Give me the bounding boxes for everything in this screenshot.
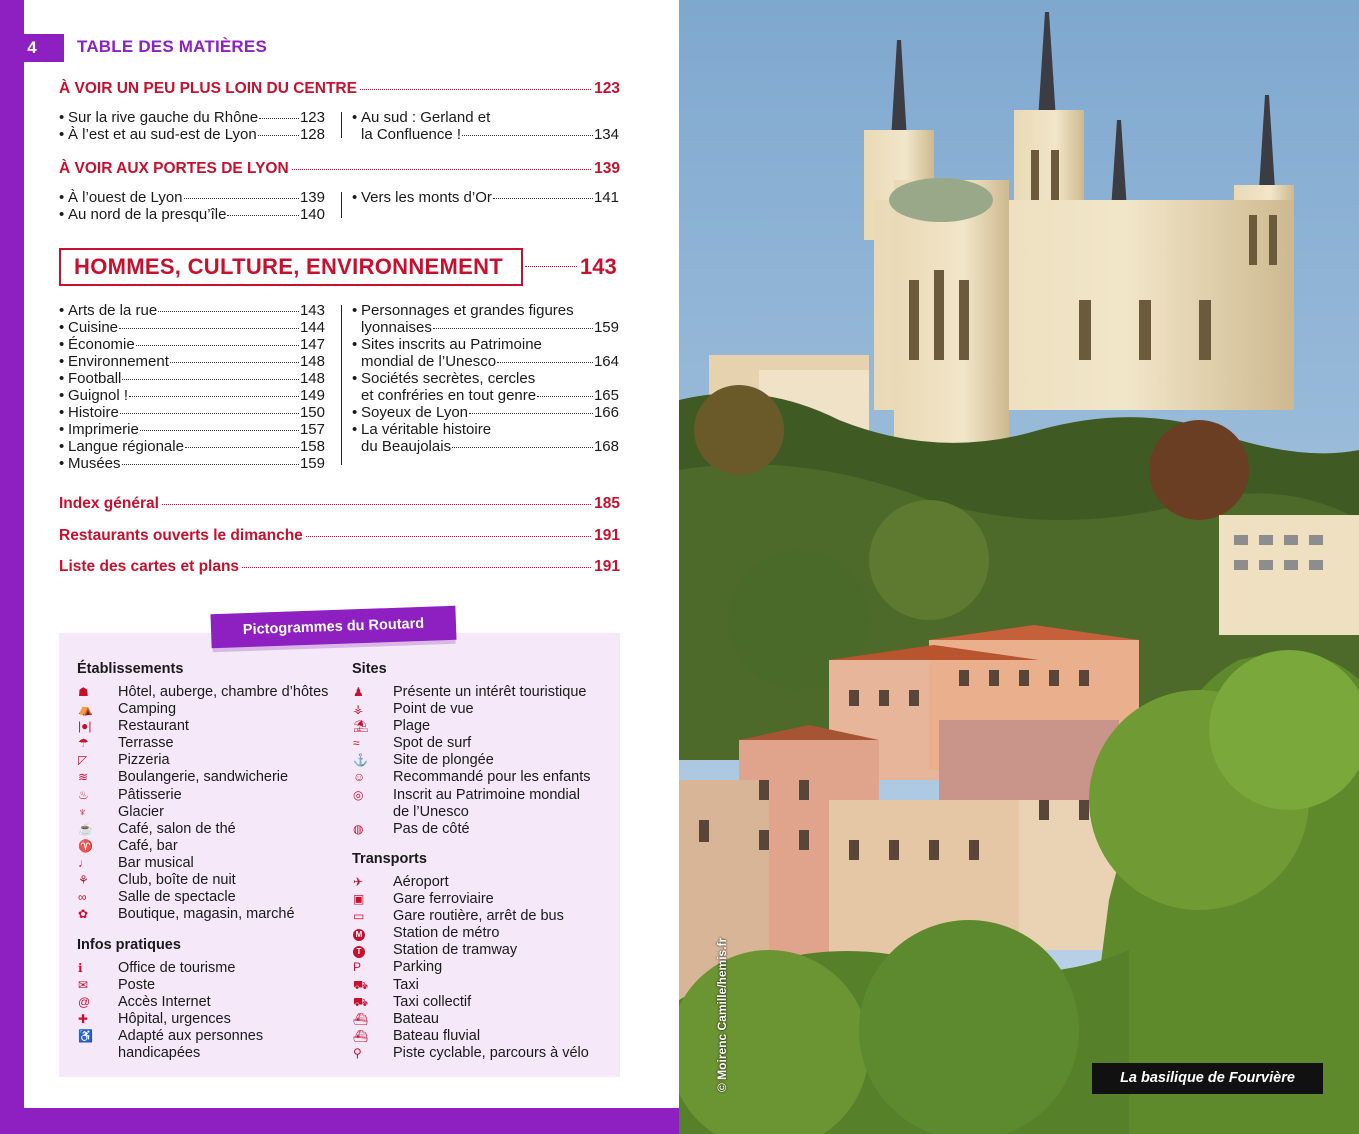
- column-divider: [341, 192, 342, 218]
- bullet: •: [59, 336, 65, 353]
- camping-icon: ⛺: [78, 702, 93, 717]
- legend-label: Spot de surf: [393, 735, 472, 752]
- music-note-icon: ♩: [78, 855, 90, 870]
- leader-dots: [497, 362, 593, 363]
- diving-icon: ⚓: [353, 753, 368, 768]
- legend-label: Hôtel, auberge, chambre d’hôtes: [118, 684, 329, 700]
- legend-item: [352, 821, 612, 838]
- legend-item: [352, 769, 612, 786]
- entry-page: 168: [593, 438, 619, 455]
- entry-page: 147: [299, 336, 325, 353]
- legend-item: [352, 701, 612, 718]
- legend-item: [352, 942, 612, 959]
- entry-page: 166: [593, 404, 619, 421]
- toc-entry[interactable]: [59, 319, 325, 336]
- legend-item: [352, 959, 612, 976]
- pizza-icon: ◸: [78, 753, 88, 768]
- entry-page: 143: [299, 302, 325, 319]
- entry-page: 150: [299, 404, 325, 421]
- beach-icon: ⛱: [353, 719, 369, 734]
- toc-entry[interactable]: [59, 438, 325, 455]
- legend-heading-transports: Transports: [352, 851, 427, 867]
- legend-item: [352, 977, 612, 994]
- entry-label: Économie: [68, 336, 135, 353]
- entry-label: du Beaujolais: [361, 438, 452, 455]
- legend-item: [77, 752, 347, 769]
- legend-label: Salle de spectacle: [118, 889, 236, 906]
- entry-page: 148: [299, 370, 325, 387]
- legend-label: Pizzeria: [118, 752, 170, 769]
- leader-dots: [462, 135, 593, 136]
- legend-item: [77, 906, 347, 923]
- toc-column-right: [352, 109, 619, 143]
- legend-item: [352, 1028, 612, 1045]
- bus-icon: ▭: [353, 909, 365, 924]
- legend-item: [77, 684, 347, 701]
- photo-basilique-fourviere: [679, 0, 1359, 1134]
- entry-page: 149: [299, 387, 325, 404]
- legend-label: Plage: [393, 718, 431, 735]
- bicycle-icon: ⚲: [353, 1045, 362, 1060]
- legend-label: Glacier: [118, 803, 164, 820]
- entry-label: À l’ouest de Lyon: [68, 189, 183, 206]
- legend-item: [77, 735, 347, 752]
- leader-dots: [227, 215, 299, 216]
- bullet: •: [352, 302, 358, 319]
- airplane-icon: ✈: [353, 875, 364, 889]
- column-divider: [341, 305, 342, 465]
- entry-page: 159: [593, 319, 619, 336]
- entry-page: 159: [299, 455, 325, 472]
- bullet: •: [59, 404, 65, 421]
- toc-entry: [352, 336, 619, 353]
- legend-label: Pas de côté: [393, 820, 470, 837]
- section-page: 191: [594, 527, 620, 544]
- bullet: •: [59, 438, 65, 455]
- legend-item: [352, 1011, 612, 1028]
- legend-list-transports: [352, 874, 612, 1062]
- legend-heading-sites: Sites: [352, 661, 387, 677]
- leader-dots: [259, 118, 299, 119]
- toc-column-right: [352, 302, 619, 455]
- toc-column-right: [352, 189, 619, 206]
- leader-dots: [140, 430, 299, 431]
- legend-item: [352, 787, 612, 804]
- toc-column-left: [59, 302, 325, 472]
- legend-label: Parking: [393, 959, 443, 976]
- entry-label: et confréries en tout genre: [361, 387, 537, 404]
- legend-label: Point de vue: [393, 701, 474, 718]
- legend-label: Boulangerie, sandwicherie: [118, 769, 289, 786]
- toc-entry[interactable]: [352, 438, 619, 455]
- legend-label: Restaurant: [118, 718, 189, 735]
- leader-dots: [360, 89, 591, 90]
- tourist-icon: ♟: [353, 685, 364, 699]
- leader-dots: [122, 379, 299, 380]
- leader-dots: [184, 198, 299, 199]
- legend-item: [77, 1011, 347, 1028]
- toc-section-restaurants-dimanche[interactable]: [59, 527, 620, 545]
- legend-item: [77, 977, 347, 994]
- section-page: 123: [594, 80, 620, 97]
- legend-item: [77, 889, 347, 906]
- leader-dots: [162, 504, 591, 505]
- purple-bottom-bar: [0, 1108, 679, 1134]
- legend-label: Inscrit au Patrimoine mondial: [393, 786, 580, 803]
- bullet: •: [352, 421, 358, 438]
- entry-page: 148: [299, 353, 325, 370]
- shared-taxi-icon: ⛟: [353, 994, 369, 1009]
- leader-dots: [258, 135, 299, 136]
- legend-label: Hôpital, urgences: [118, 1011, 231, 1028]
- entry-label: À l’est et au sud-est de Lyon: [68, 126, 257, 143]
- river-boat-icon: ⛴: [353, 1028, 369, 1043]
- toc-entry[interactable]: [59, 370, 325, 387]
- entry-label: Sociétés secrètes, cercles: [361, 370, 536, 387]
- bullet: •: [59, 455, 65, 472]
- legend-label: Gare routière, arrêt de bus: [393, 908, 564, 925]
- toc-entry[interactable]: [352, 387, 619, 404]
- children-icon: ☺: [353, 770, 366, 785]
- leader-dots: [122, 464, 299, 465]
- entry-label: Soyeux de Lyon: [361, 404, 469, 421]
- toc-section-loin-du-centre[interactable]: [59, 80, 620, 98]
- entry-page: 157: [299, 421, 325, 438]
- toc-entry[interactable]: [59, 421, 325, 438]
- leader-dots: [170, 362, 299, 363]
- viewpoint-icon: ⚶: [353, 702, 364, 717]
- restaurant-icon: |●|: [78, 719, 92, 734]
- column-divider: [341, 112, 342, 138]
- legend-label: Pâtisserie: [118, 786, 182, 803]
- wine-glass-icon: ♈: [78, 838, 93, 853]
- toc-entry[interactable]: [352, 189, 619, 206]
- entry-label: Cuisine: [68, 319, 119, 336]
- entry-label: lyonnaises: [361, 319, 432, 336]
- leader-dots: [242, 567, 591, 568]
- entry-page: 141: [593, 189, 619, 206]
- leader-dots: [537, 396, 593, 397]
- unesco-icon: ◎: [353, 787, 364, 802]
- toc-entry[interactable]: [59, 336, 325, 353]
- section-page: 139: [594, 160, 620, 177]
- toc-entry[interactable]: [59, 353, 325, 370]
- legend-item: [77, 718, 347, 735]
- hospital-icon: ✚: [78, 1012, 89, 1027]
- entry-label: mondial de l’Unesco: [361, 353, 497, 370]
- legend-label: Bateau: [393, 1010, 439, 1027]
- legend-item: [77, 855, 347, 872]
- bullet: •: [59, 421, 65, 438]
- entry-label: Au sud : Gerland et: [361, 109, 491, 126]
- legend-label: Camping: [118, 701, 177, 718]
- leader-dots: [306, 536, 591, 537]
- toc-section-portes-de-lyon[interactable]: [59, 160, 620, 178]
- legend-item: [352, 874, 612, 891]
- boat-icon: ⛴: [353, 1011, 369, 1026]
- leader-dots: [452, 447, 593, 448]
- section-title: Index général: [59, 495, 159, 512]
- legend-item: [77, 1045, 347, 1062]
- toc-column-left: [59, 189, 325, 223]
- legend-label: Club, boîte de nuit: [118, 872, 236, 889]
- off-path-icon: ◍: [353, 821, 364, 836]
- legend-list-infos: [77, 960, 347, 1063]
- leader-dots: [185, 447, 299, 448]
- legend-label: Office de tourisme: [118, 960, 236, 976]
- pastry-icon: ♨: [78, 787, 89, 802]
- toc-entry: [352, 109, 619, 126]
- entry-label: Environnement: [68, 353, 169, 370]
- entry-label: Sites inscrits au Patrimoine: [361, 336, 542, 353]
- entry-label: Arts de la rue: [68, 302, 158, 319]
- toc-entry[interactable]: [59, 302, 325, 319]
- info-icon: ℹ: [78, 961, 83, 975]
- entry-label: Langue régionale: [68, 438, 184, 455]
- legend-tab: Pictogrammes du Routard: [210, 606, 456, 649]
- entry-page: 140: [299, 206, 325, 223]
- legend-label: Station de tramway: [393, 942, 518, 959]
- legend-label: Boutique, magasin, marché: [118, 906, 295, 923]
- toc-entry[interactable]: [59, 387, 325, 404]
- entry-label: Vers les monts d’Or: [361, 189, 492, 206]
- legend-heading-infos: Infos pratiques: [77, 937, 181, 953]
- tram-icon: T: [352, 942, 393, 959]
- wheelchair-icon: ♿: [78, 1029, 93, 1044]
- purple-margin-bar: [0, 0, 24, 1134]
- entry-page: 144: [299, 319, 325, 336]
- photo-caption: La basilique de Fourvière: [1092, 1063, 1323, 1094]
- entry-label: Imprimerie: [68, 421, 139, 438]
- legend-item: [77, 1028, 347, 1045]
- mail-icon: ✉: [78, 978, 89, 993]
- bullet: •: [59, 353, 65, 370]
- bullet: •: [59, 302, 65, 319]
- legend-label: Taxi collectif: [393, 993, 472, 1010]
- toc-section-hommes-culture[interactable]: HOMMES, CULTURE, ENVIRONNEMENT: [59, 248, 523, 286]
- leader-dots: [119, 328, 299, 329]
- legend-item: [77, 821, 347, 838]
- legend-item: [77, 960, 347, 977]
- legend-item: [77, 787, 347, 804]
- train-icon: ▣: [353, 892, 365, 907]
- entry-page: 165: [593, 387, 619, 404]
- leader-dots: [136, 345, 299, 346]
- bullet: •: [59, 189, 65, 206]
- leader-dots: [525, 266, 577, 267]
- coffee-icon: ☕: [78, 821, 93, 836]
- taxi-icon: ⛟: [353, 977, 369, 992]
- leader-dots: [493, 198, 593, 199]
- bullet: •: [352, 370, 358, 387]
- leader-dots: [292, 169, 591, 170]
- legend-item: [77, 872, 347, 889]
- legend-label: Aéroport: [393, 874, 449, 890]
- leader-dots: [433, 328, 593, 329]
- bullet: •: [59, 370, 65, 387]
- bullet: •: [59, 387, 65, 404]
- entry-label: Au nord de la presqu’île: [68, 206, 227, 223]
- bullet: •: [59, 109, 65, 126]
- surf-icon: ≈: [353, 736, 360, 751]
- dancer-icon: ⚘: [78, 873, 89, 888]
- toc-entry[interactable]: [59, 404, 325, 421]
- metro-icon: M: [352, 925, 393, 942]
- toc-entry: [352, 421, 619, 438]
- legend-item: [352, 752, 612, 769]
- section-page: 191: [594, 558, 620, 575]
- section-page: 185: [594, 495, 620, 512]
- legend-label: Terrasse: [118, 735, 174, 752]
- bakery-icon: ≋: [78, 770, 89, 785]
- legend-label: Bar musical: [118, 854, 194, 871]
- leader-dots: [120, 413, 299, 414]
- legend-item: [77, 701, 347, 718]
- legend-item: [352, 684, 612, 701]
- entry-page: 164: [593, 353, 619, 370]
- legend-label: Site de plongée: [393, 752, 494, 769]
- legend-item: [352, 908, 612, 925]
- legend-label: Gare ferroviaire: [393, 891, 494, 908]
- hotel-icon: ☗: [78, 685, 89, 699]
- toc-entry[interactable]: [352, 126, 619, 143]
- page-number: 4: [0, 34, 64, 62]
- bullet: •: [352, 189, 358, 206]
- leader-dots: [469, 413, 593, 414]
- terrace-icon: ☂: [78, 736, 89, 751]
- leader-dots: [158, 311, 299, 312]
- legend-item: [352, 735, 612, 752]
- section-title: Liste des cartes et plans: [59, 558, 240, 575]
- legend-label: Café, bar: [118, 837, 178, 854]
- legend-label: Poste: [118, 977, 156, 994]
- legend-item: [352, 718, 612, 735]
- entry-label: Musées: [68, 455, 121, 472]
- bullet: •: [59, 206, 65, 223]
- legend-item: [352, 891, 612, 908]
- legend-item: [77, 838, 347, 855]
- bullet: •: [352, 404, 358, 421]
- toc-section-cartes-plans[interactable]: [59, 558, 620, 576]
- legend-label: Piste cyclable, parcours à vélo: [393, 1044, 589, 1061]
- entry-label: Histoire: [68, 404, 119, 421]
- entry-page: 134: [593, 126, 619, 143]
- bullet: •: [59, 126, 65, 143]
- bullet: •: [352, 109, 358, 126]
- theater-icon: ∞: [78, 890, 87, 905]
- legend-item: [352, 1045, 612, 1062]
- section-title: À VOIR AUX PORTES DE LYON: [59, 160, 289, 177]
- legend-label: Café, salon de thé: [118, 820, 236, 837]
- legend-item: [352, 804, 612, 821]
- legend-label: Recommandé pour les enfants: [393, 769, 591, 786]
- legend-label: Accès Internet: [118, 994, 211, 1011]
- legend-heading-etablissements: Établissements: [77, 661, 184, 677]
- toc-entry[interactable]: [59, 126, 325, 143]
- parking-icon: P: [353, 960, 362, 975]
- section-title: À VOIR UN PEU PLUS LOIN DU CENTRE: [59, 80, 357, 97]
- toc-entry[interactable]: [352, 404, 619, 421]
- legend-label: Bateau fluvial: [393, 1027, 481, 1044]
- entry-label: La véritable histoire: [361, 421, 492, 438]
- toc-entry[interactable]: [59, 206, 325, 223]
- legend-label: handicapées: [118, 1045, 201, 1062]
- entry-label: Sur la rive gauche du Rhône: [68, 109, 259, 126]
- photo-credit: © Moirenc Camille/hemis.fr: [715, 937, 729, 1092]
- toc-entry[interactable]: [59, 189, 325, 206]
- toc-entry[interactable]: [59, 109, 325, 126]
- entry-page: 139: [299, 189, 325, 206]
- toc-entry[interactable]: [352, 319, 619, 336]
- legend-list-etablissements: [77, 684, 347, 923]
- legend-label: de l’Unesco: [393, 803, 469, 820]
- leader-dots: [129, 396, 299, 397]
- legend-label: Station de métro: [393, 925, 500, 942]
- entry-label: Personnages et grandes figures: [361, 302, 574, 319]
- bullet: •: [352, 336, 358, 353]
- entry-page: 158: [299, 438, 325, 455]
- entry-label: Guignol !: [68, 387, 129, 404]
- at-icon: @: [78, 995, 91, 1010]
- toc-entry: [352, 370, 619, 387]
- entry-label: Football: [68, 370, 122, 387]
- toc-entry[interactable]: [352, 353, 619, 370]
- ice-cream-icon: ♆: [78, 804, 87, 819]
- entry-page: 128: [299, 126, 325, 143]
- legend-list-sites: [352, 684, 612, 838]
- legend-item: [352, 994, 612, 1011]
- entry-page: 123: [299, 109, 325, 126]
- section-page: 143: [580, 254, 617, 279]
- toc-column-left: [59, 109, 325, 143]
- section-title: Restaurants ouverts le dimanche: [59, 527, 303, 544]
- toc-section-index[interactable]: [59, 495, 620, 513]
- bullet: •: [59, 319, 65, 336]
- legend-label: Adapté aux personnes: [118, 1028, 264, 1045]
- entry-label: la Confluence !: [361, 126, 462, 143]
- toc-entry[interactable]: [59, 455, 325, 472]
- legend-label: Taxi: [393, 976, 419, 993]
- toc-entry: [352, 302, 619, 319]
- legend-item: [352, 925, 612, 942]
- legend-item: [77, 994, 347, 1011]
- shop-icon: ✿: [78, 907, 89, 922]
- legend-item: [77, 804, 347, 821]
- legend-item: [77, 769, 347, 786]
- page-title: TABLE DES MATIÈRES: [77, 37, 267, 56]
- legend-label: Présente un intérêt touristique: [393, 684, 587, 700]
